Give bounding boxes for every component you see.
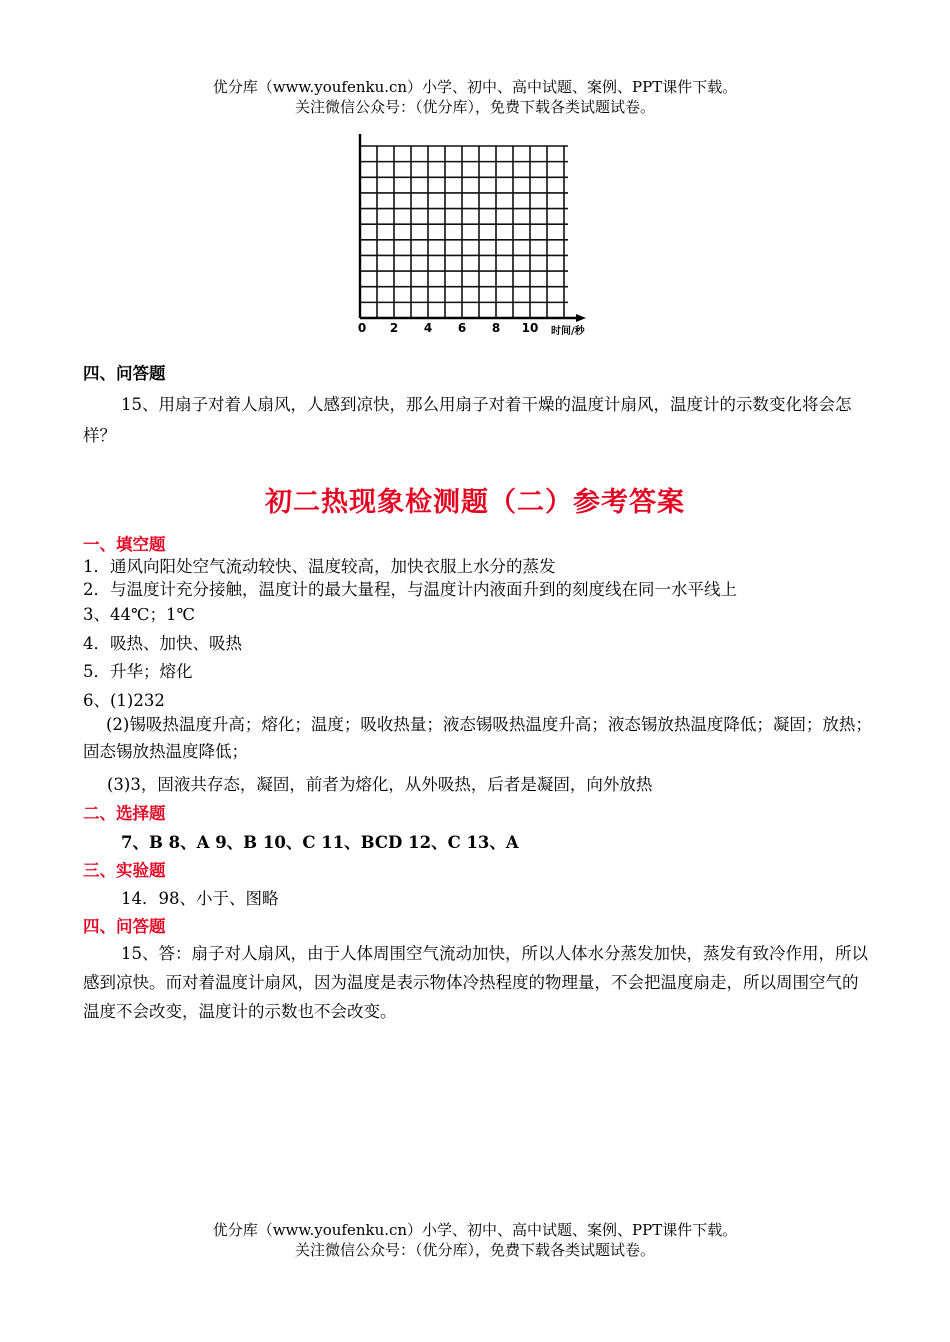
answer-14: 14．98、小于、图略 xyxy=(121,889,279,908)
x-tick-label: 10 xyxy=(521,321,539,335)
x-axis-arrow xyxy=(576,314,586,322)
x-axis-label: 时间/秒 xyxy=(551,326,585,337)
x-tick-label: 8 xyxy=(491,321,501,335)
footer-line-1: 优分库（www.youfenku.cn）小学、初中、高中试题、案例、PPT课件下载。 xyxy=(212,1221,738,1239)
x-tick-label: 6 xyxy=(457,321,467,335)
answer-4: 4．吸热、加快、吸热 xyxy=(83,634,242,653)
answer-15: 15、答：扇子对人扇风，由于人体周围空气流动加快，所以人体水分蒸发加快，蒸发有致冷作用，所以感到凉快。而对着温度计扇风，因为温度是表示物体冷热程度的物理量，不会把温度扇走，所以周围空气的温度不会改变，温度计的示数也不会改变。 xyxy=(83,944,868,1021)
section-qa: 四、问答题 xyxy=(83,917,166,936)
answer-title: 初二热现象检测题（二）参考答案 xyxy=(265,487,685,518)
question-heading: 四、问答题 xyxy=(83,364,166,383)
answer-6-part-3: (3)3，固液共存态，凝固，前者为熔化，从外吸热，后者是凝固，向外放热 xyxy=(107,775,653,794)
answer-2: 2．与温度计充分接触，温度计的最大量程，与温度计内液面升到的刻度线在同一水平线上 xyxy=(83,580,737,599)
question-15: 15、用扇子对着人扇风，人感到凉快，那么用扇子对着干燥的温度计扇风，温度计的示数变化将会怎样？ xyxy=(83,395,852,445)
section-choice: 二、选择题 xyxy=(83,804,166,823)
x-tick-label: 4 xyxy=(423,321,433,335)
section-fill-blank: 一、填空题 xyxy=(83,535,166,554)
header-line-1: 优分库（www.youfenku.cn）小学、初中、高中试题、案例、PPT课件下载。 xyxy=(212,78,738,96)
page-header xyxy=(0,77,950,117)
answer-1: 1．通风向阳处空气流动较快、温度较高，加快衣服上水分的蒸发 xyxy=(83,557,556,576)
x-tick-label: 2 xyxy=(389,321,399,335)
x-tick-labels xyxy=(358,321,539,335)
x-tick-label: 0 xyxy=(357,321,367,335)
page-footer xyxy=(0,1220,950,1260)
choice-answers: 7、B 8、A 9、B 10、C 11、BCD 12、C 13、A xyxy=(121,833,519,852)
answer-3: 3、44℃；1℃ xyxy=(83,605,195,624)
answer-6-part-2: (2)锡吸热温度升高；熔化；温度；吸收热量；液态锡吸热温度升高；液态锡放热温度降低；凝固；放热；固态锡放热温度降低； xyxy=(83,715,872,761)
section-experiment: 三、实验题 xyxy=(83,861,166,880)
grid-lines xyxy=(360,146,568,318)
footer-line-2: 关注微信公众号：（优分库），免费下载各类试题试卷。 xyxy=(294,1241,655,1259)
header-line-2: 关注微信公众号：（优分库），免费下载各类试题试卷。 xyxy=(294,98,655,116)
answer-5: 5．升华；熔化 xyxy=(83,662,193,681)
blank-grid-chart xyxy=(345,128,605,342)
answer-6-part-1: 6、(1)232 xyxy=(83,691,165,710)
question-section xyxy=(83,360,873,451)
